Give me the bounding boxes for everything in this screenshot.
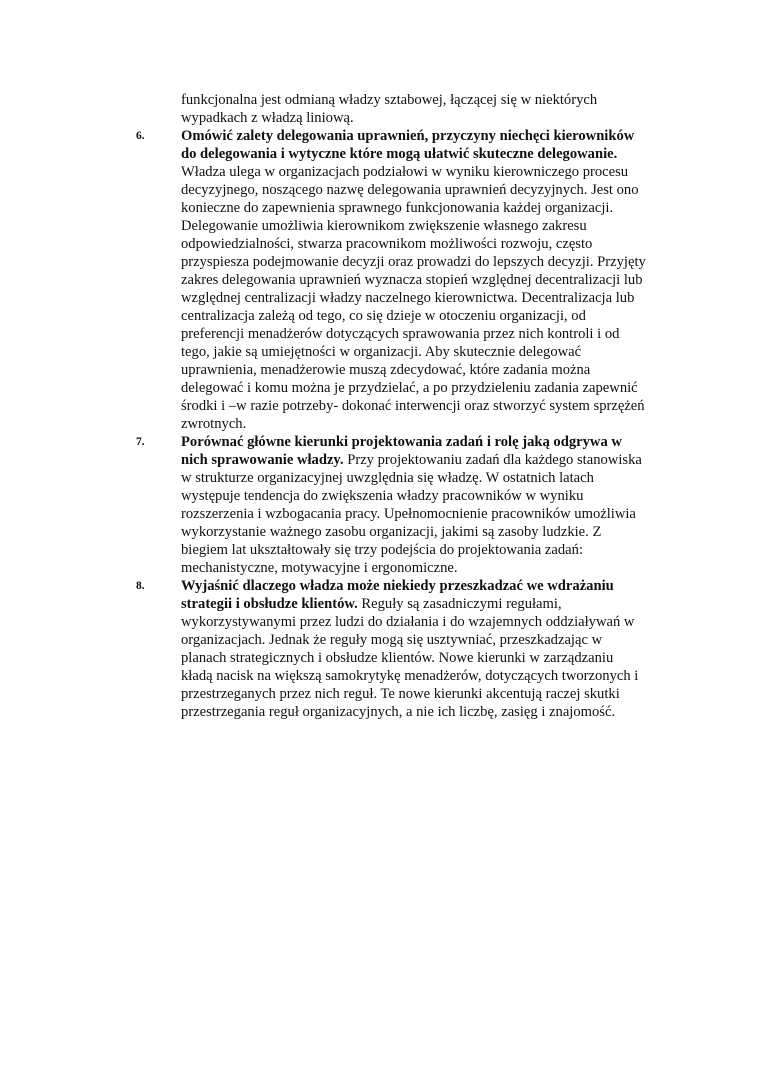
body-line: wykorzystywanymi przez ludzi do działania i do wzajemnych oddziaływań w <box>181 614 635 630</box>
body-line: decyzyjnego, noszącego nazwę delegowania uprawnień decyzyjnych. Jest ono <box>181 182 639 198</box>
heading-text: nich sprawowanie władzy. <box>181 452 344 468</box>
body-line: preferencji menadżerów dotyczących sprawowania przez nich kontroli i od <box>181 326 620 342</box>
intro-line: wypadkach z władzą liniową. <box>181 110 354 126</box>
body-line: w strukturze organizacyjnej uwzględnia się władzę. W ostatnich latach <box>181 470 594 486</box>
section-heading <box>181 577 614 595</box>
body-line: przestrzeganych przez nich reguł. Te nowe kierunki akcentują raczej skutki <box>181 686 620 702</box>
body-line: delegować i komu można je przydzielać, a po przydzieleniu zadania zapewnić <box>181 380 638 396</box>
heading-text: strategii i obsłudze klientów. <box>181 596 358 612</box>
body-line: przyspiesza podejmowanie decyzji oraz prowadzi do lepszych decyzji. Przyjęty <box>181 254 646 270</box>
section-number: 8. <box>136 580 145 592</box>
body-line: występuje tendencja do zwiększenia władzy pracowników w wyniku <box>181 488 584 504</box>
body-line: mechanistyczne, motywacyjne i ergonomiczne. <box>181 560 458 576</box>
heading-text: Wyjaśnić dlaczego władza może niekiedy przeszkadzać we wdrażaniu <box>181 578 614 594</box>
body-text: Reguły są zasadniczymi regułami, <box>357 596 562 612</box>
section-heading-with-body <box>181 451 642 469</box>
body-line: tego, jakie są umiejętności w organizacji. Aby skutecznie delegować <box>181 344 582 360</box>
body-line: rozszerzenia i wzbogacania pracy. Upełnomocnienie pracowników umożliwia <box>181 506 636 522</box>
body-line: wykorzystanie ważnego zasobu organizacji, jakimi są zasoby ludzkie. Z <box>181 524 602 540</box>
body-line: centralizacja zależą od tego, co się dzieje w otoczeniu organizacji, od <box>181 308 586 324</box>
heading-text: do delegowania i wytyczne które mogą ułatwić skuteczne delegowanie. <box>181 146 618 162</box>
heading-text: Porównać główne kierunki projektowania zadań i rolę jaką odgrywa w <box>181 434 622 450</box>
intro-line: funkcjonalna jest odmianą władzy sztabowej, łączącej się w niektórych <box>181 92 598 108</box>
body-line: zakres delegowania uprawnień wyznacza stopień względnej decentralizacji lub <box>181 272 643 288</box>
body-line: planach strategicznych i obsłudze klientów. Nowe kierunki w zarządzaniu <box>181 650 614 666</box>
body-line: przestrzegania reguł organizacyjnych, a nie ich liczbę, zasięg i znajomość. <box>181 704 616 720</box>
body-line: zwrotnych. <box>181 416 247 432</box>
section-number: 6. <box>136 130 145 142</box>
section-heading-with-body <box>181 595 562 613</box>
body-line: biegiem lat ukształtowały się trzy podejścia do projektowania zadań: <box>181 542 584 558</box>
section-heading <box>181 433 622 451</box>
body-line: kładą nacisk na większą samokrytykę menadżerów, dotyczących tworzonych i <box>181 668 639 684</box>
section-heading <box>181 145 617 163</box>
body-line: odpowiedzialności, stwarza pracownikom możliwości rozwoju, często <box>181 236 593 252</box>
section-number: 7. <box>136 436 145 448</box>
body-line: uprawnienia, menadżerowie muszą zdecydować, które zadania można <box>181 362 591 378</box>
body-line: środki i –w razie potrzeby- dokonać interwencji oraz stworzyć system sprzężeń <box>181 398 645 414</box>
body-line: Władza ulega w organizacjach podziałowi w wyniku kierowniczego procesu <box>181 164 629 180</box>
body-line: względnej centralizacji władzy naczelnego kierownictwa. Decentralizacja lub <box>181 290 635 306</box>
body-line: konieczne do zapewnienia sprawnego funkcjonowania każdej organizacji. <box>181 200 614 216</box>
body-text: Przy projektowaniu zadań dla każdego stanowiska <box>343 452 642 468</box>
body-line: organizacjach. Jednak że reguły mogą się usztywniać, przeszkadzając w <box>181 632 603 648</box>
section-heading <box>181 127 634 145</box>
body-line: Delegowanie umożliwia kierownikom zwiększenie własnego zakresu <box>181 218 587 234</box>
heading-text: Omówić zalety delegowania uprawnień, przyczyny niechęci kierowników <box>181 128 635 144</box>
